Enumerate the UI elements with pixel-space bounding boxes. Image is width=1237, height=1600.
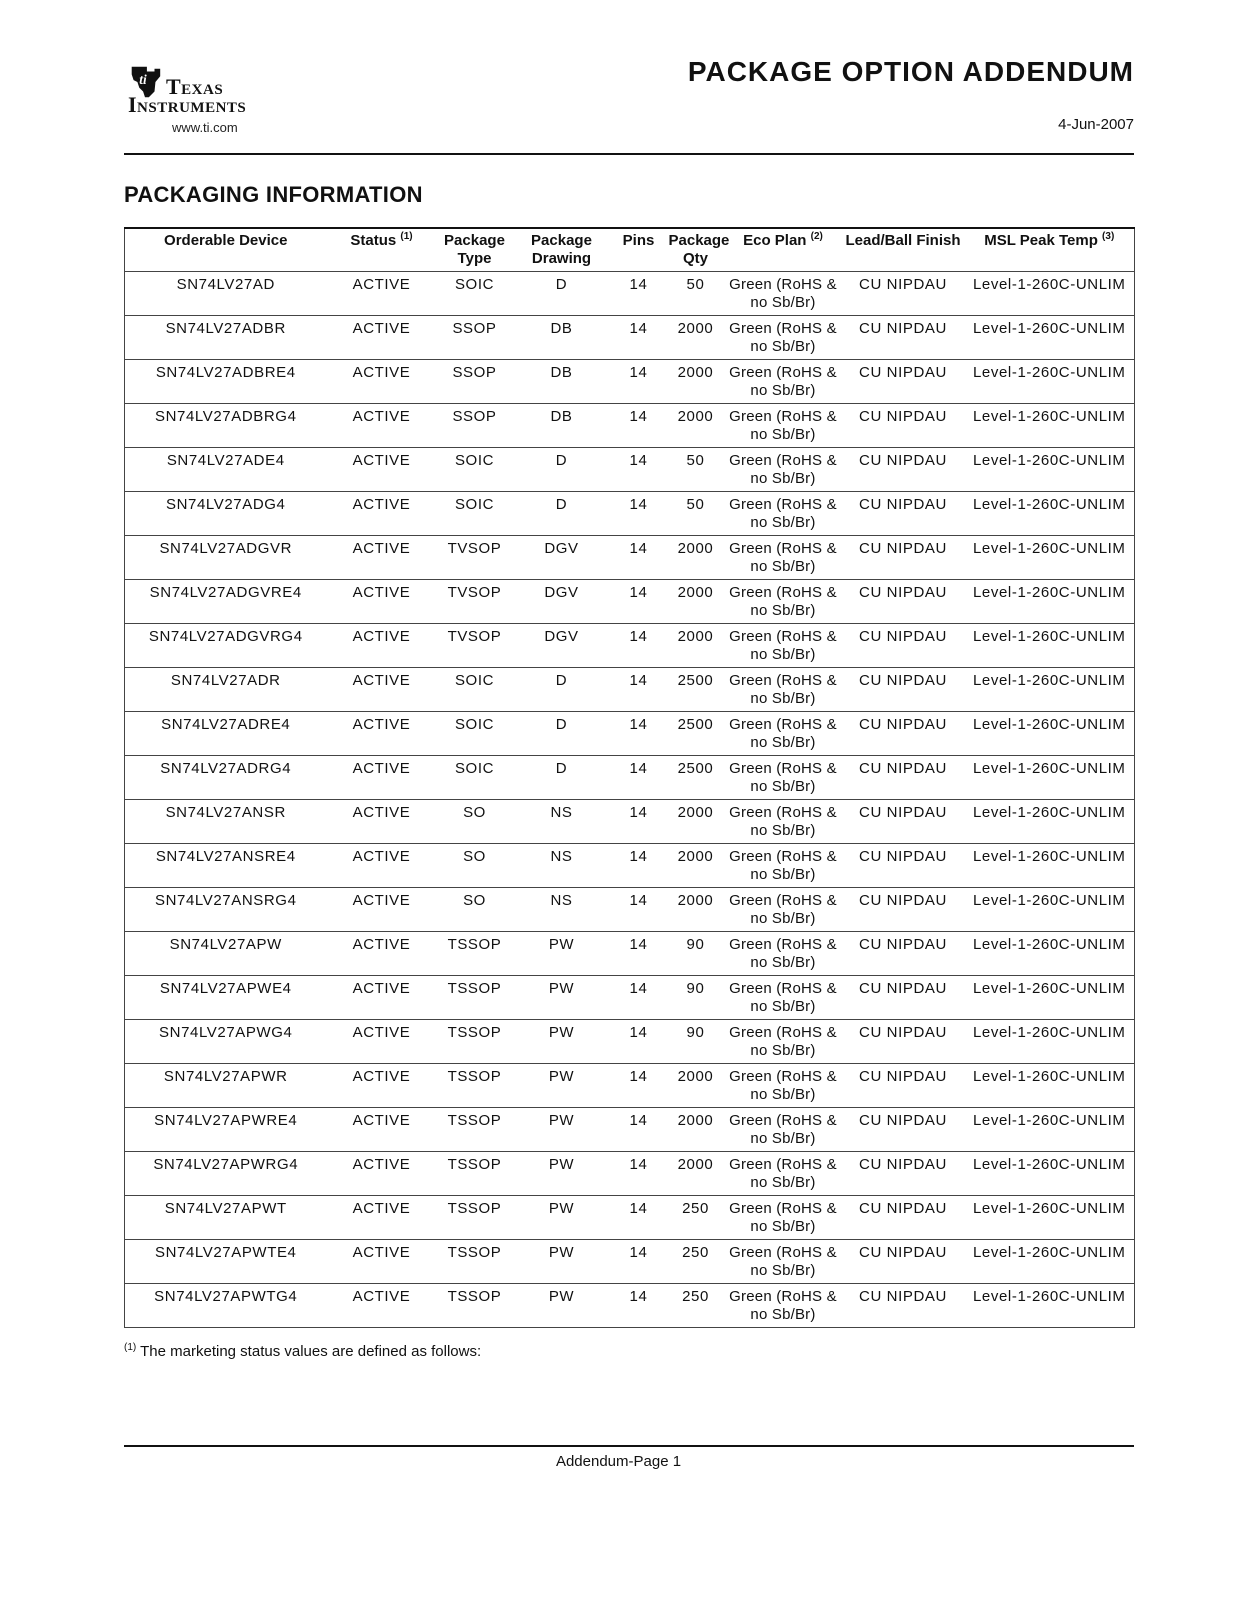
cell-package-type: TSSOP [437,1064,513,1108]
cell-orderable-device: SN74LV27APWRG4 [125,1152,327,1196]
cell-status: ACTIVE [327,316,437,360]
cell-pins: 14 [611,844,667,888]
cell-orderable-device: SN74LV27ADGVRE4 [125,580,327,624]
cell-pins: 14 [611,272,667,316]
cell-pins: 14 [611,492,667,536]
cell-lead-ball-finish: CU NIPDAU [842,360,965,404]
cell-msl-peak-temp: Level-1-260C-UNLIM [965,404,1135,448]
cell-pins: 14 [611,932,667,976]
cell-package-qty: 50 [667,448,725,492]
cell-package-drawing: D [513,448,611,492]
cell-lead-ball-finish: CU NIPDAU [842,1020,965,1064]
cell-msl-peak-temp: Level-1-260C-UNLIM [965,756,1135,800]
cell-pins: 14 [611,1152,667,1196]
section-title: PACKAGING INFORMATION [124,182,423,207]
cell-package-type: SO [437,844,513,888]
cell-orderable-device: SN74LV27ADE4 [125,448,327,492]
column-header-label: Lead/Ball Finish [845,232,961,249]
cell-status: ACTIVE [327,1108,437,1152]
table-row [125,1064,1135,1108]
cell-pins: 14 [611,624,667,668]
cell-package-type: SOIC [437,756,513,800]
column-header-label: Status [350,232,397,249]
cell-msl-peak-temp: Level-1-260C-UNLIM [965,1108,1135,1152]
cell-lead-ball-finish: CU NIPDAU [842,1196,965,1240]
cell-status: ACTIVE [327,272,437,316]
column-header-label: Pins [622,232,655,249]
cell-orderable-device: SN74LV27AD [125,272,327,316]
cell-eco-plan: Green (RoHS & no Sb/Br) [725,272,842,316]
cell-package-drawing: PW [513,932,611,976]
ti-logo [126,62,296,137]
cell-status: ACTIVE [327,404,437,448]
document-title: PACKAGE OPTION ADDENDUM [687,56,1134,87]
cell-pins: 14 [611,580,667,624]
column-header-label: Package Qty [668,232,730,267]
packaging-table [124,227,1135,1328]
footnote-ref: (3) [1102,231,1115,242]
table-row [125,756,1135,800]
cell-package-qty: 2500 [667,668,725,712]
cell-orderable-device: SN74LV27APWG4 [125,1020,327,1064]
cell-eco-plan: Green (RoHS & no Sb/Br) [725,316,842,360]
cell-orderable-device: SN74LV27APWR [125,1064,327,1108]
cell-orderable-device: SN74LV27ADBR [125,316,327,360]
cell-eco-plan: Green (RoHS & no Sb/Br) [725,360,842,404]
table-header-row [125,228,1135,272]
cell-msl-peak-temp: Level-1-260C-UNLIM [965,536,1135,580]
cell-package-drawing: PW [513,1152,611,1196]
cell-lead-ball-finish: CU NIPDAU [842,1064,965,1108]
table-row [125,492,1135,536]
cell-package-qty: 2000 [667,888,725,932]
cell-status: ACTIVE [327,1152,437,1196]
cell-package-qty: 2000 [667,536,725,580]
cell-package-qty: 2000 [667,1108,725,1152]
cell-pins: 14 [611,1108,667,1152]
cell-package-type: SSOP [437,316,513,360]
cell-status: ACTIVE [327,1064,437,1108]
document-date: 4-Jun-2007 [1058,116,1134,133]
cell-orderable-device: SN74LV27ADRG4 [125,756,327,800]
cell-pins: 14 [611,448,667,492]
cell-lead-ball-finish: CU NIPDAU [842,536,965,580]
cell-lead-ball-finish: CU NIPDAU [842,492,965,536]
cell-eco-plan: Green (RoHS & no Sb/Br) [725,492,842,536]
cell-msl-peak-temp: Level-1-260C-UNLIM [965,668,1135,712]
cell-package-drawing: DGV [513,536,611,580]
column-header-status [327,228,437,272]
cell-status: ACTIVE [327,668,437,712]
cell-package-drawing: DB [513,316,611,360]
cell-lead-ball-finish: CU NIPDAU [842,1152,965,1196]
logo-line-2: Instruments [128,92,247,117]
cell-lead-ball-finish: CU NIPDAU [842,624,965,668]
cell-pins: 14 [611,888,667,932]
cell-msl-peak-temp: Level-1-260C-UNLIM [965,1020,1135,1064]
cell-orderable-device: SN74LV27ADG4 [125,492,327,536]
cell-status: ACTIVE [327,1240,437,1284]
cell-package-type: TVSOP [437,536,513,580]
table-row [125,404,1135,448]
cell-package-drawing: NS [513,844,611,888]
cell-lead-ball-finish: CU NIPDAU [842,448,965,492]
table-row [125,668,1135,712]
cell-lead-ball-finish: CU NIPDAU [842,1240,965,1284]
cell-package-drawing: D [513,492,611,536]
table-row [125,800,1135,844]
cell-package-type: TVSOP [437,624,513,668]
column-header-label: Package Type [444,232,505,267]
cell-lead-ball-finish: CU NIPDAU [842,800,965,844]
cell-orderable-device: SN74LV27ANSRE4 [125,844,327,888]
cell-orderable-device: SN74LV27APWT [125,1196,327,1240]
cell-package-type: TSSOP [437,1240,513,1284]
cell-lead-ball-finish: CU NIPDAU [842,404,965,448]
page-header [124,56,1134,156]
cell-orderable-device: SN74LV27ADBRG4 [125,404,327,448]
footer-divider [124,1445,1134,1447]
cell-eco-plan: Green (RoHS & no Sb/Br) [725,712,842,756]
table-row [125,1284,1135,1328]
cell-msl-peak-temp: Level-1-260C-UNLIM [965,360,1135,404]
cell-msl-peak-temp: Level-1-260C-UNLIM [965,844,1135,888]
cell-package-qty: 2000 [667,316,725,360]
cell-package-qty: 250 [667,1284,725,1328]
cell-pins: 14 [611,316,667,360]
cell-status: ACTIVE [327,712,437,756]
cell-package-type: TSSOP [437,1020,513,1064]
column-header-label: Orderable Device [164,232,288,249]
cell-eco-plan: Green (RoHS & no Sb/Br) [725,976,842,1020]
footnote [124,1343,481,1360]
column-header-package-drawing [513,228,611,272]
cell-msl-peak-temp: Level-1-260C-UNLIM [965,580,1135,624]
cell-lead-ball-finish: CU NIPDAU [842,272,965,316]
cell-package-qty: 250 [667,1240,725,1284]
cell-status: ACTIVE [327,624,437,668]
cell-package-type: SOIC [437,712,513,756]
cell-orderable-device: SN74LV27APWE4 [125,976,327,1020]
cell-pins: 14 [611,756,667,800]
cell-pins: 14 [611,800,667,844]
cell-package-drawing: DGV [513,580,611,624]
table-row [125,1196,1135,1240]
footnote-text: The marketing status values are defined as follows: [140,1343,482,1360]
svg-text:ti: ti [139,71,147,87]
cell-status: ACTIVE [327,800,437,844]
cell-package-qty: 2500 [667,756,725,800]
cell-pins: 14 [611,1064,667,1108]
cell-package-type: SSOP [437,404,513,448]
cell-status: ACTIVE [327,448,437,492]
cell-status: ACTIVE [327,888,437,932]
cell-msl-peak-temp: Level-1-260C-UNLIM [965,1064,1135,1108]
cell-pins: 14 [611,404,667,448]
table-row [125,888,1135,932]
cell-orderable-device: SN74LV27APWRE4 [125,1108,327,1152]
cell-status: ACTIVE [327,756,437,800]
cell-msl-peak-temp: Level-1-260C-UNLIM [965,888,1135,932]
cell-package-drawing: DB [513,404,611,448]
cell-eco-plan: Green (RoHS & no Sb/Br) [725,1108,842,1152]
cell-orderable-device: SN74LV27APWTE4 [125,1240,327,1284]
cell-pins: 14 [611,712,667,756]
table-row [125,360,1135,404]
cell-package-type: SO [437,800,513,844]
column-header-package-type [437,228,513,272]
cell-lead-ball-finish: CU NIPDAU [842,316,965,360]
cell-lead-ball-finish: CU NIPDAU [842,712,965,756]
cell-msl-peak-temp: Level-1-260C-UNLIM [965,1152,1135,1196]
cell-msl-peak-temp: Level-1-260C-UNLIM [965,316,1135,360]
cell-msl-peak-temp: Level-1-260C-UNLIM [965,932,1135,976]
cell-package-qty: 2000 [667,800,725,844]
cell-msl-peak-temp: Level-1-260C-UNLIM [965,1240,1135,1284]
cell-orderable-device: SN74LV27ANSR [125,800,327,844]
cell-package-drawing: DGV [513,624,611,668]
cell-package-type: SO [437,888,513,932]
cell-status: ACTIVE [327,1284,437,1328]
cell-package-drawing: D [513,712,611,756]
cell-pins: 14 [611,668,667,712]
cell-status: ACTIVE [327,976,437,1020]
cell-package-drawing: PW [513,1020,611,1064]
cell-status: ACTIVE [327,844,437,888]
column-header-lead-ball-finish [842,228,965,272]
header-divider [124,153,1134,155]
table-body [125,272,1135,1328]
cell-package-drawing: D [513,272,611,316]
column-header-pins [611,228,667,272]
table-row [125,448,1135,492]
cell-msl-peak-temp: Level-1-260C-UNLIM [965,800,1135,844]
cell-package-drawing: PW [513,976,611,1020]
cell-package-qty: 90 [667,932,725,976]
cell-eco-plan: Green (RoHS & no Sb/Br) [725,1240,842,1284]
cell-status: ACTIVE [327,360,437,404]
cell-lead-ball-finish: CU NIPDAU [842,1108,965,1152]
cell-orderable-device: SN74LV27ADR [125,668,327,712]
cell-eco-plan: Green (RoHS & no Sb/Br) [725,844,842,888]
cell-msl-peak-temp: Level-1-260C-UNLIM [965,712,1135,756]
cell-package-qty: 50 [667,272,725,316]
cell-msl-peak-temp: Level-1-260C-UNLIM [965,624,1135,668]
table-row [125,932,1135,976]
cell-package-type: TSSOP [437,932,513,976]
cell-eco-plan: Green (RoHS & no Sb/Br) [725,668,842,712]
footnote-ref: (2) [810,231,823,242]
table-row [125,1108,1135,1152]
table-row [125,1152,1135,1196]
cell-orderable-device: SN74LV27ANSRG4 [125,888,327,932]
cell-lead-ball-finish: CU NIPDAU [842,844,965,888]
table-row [125,624,1135,668]
cell-package-drawing: PW [513,1284,611,1328]
cell-eco-plan: Green (RoHS & no Sb/Br) [725,800,842,844]
cell-package-type: SOIC [437,448,513,492]
table-row [125,844,1135,888]
logo-line-1: Texas [166,74,224,99]
cell-eco-plan: Green (RoHS & no Sb/Br) [725,624,842,668]
cell-package-type: TSSOP [437,1284,513,1328]
cell-msl-peak-temp: Level-1-260C-UNLIM [965,448,1135,492]
cell-orderable-device: SN74LV27APWTG4 [125,1284,327,1328]
cell-eco-plan: Green (RoHS & no Sb/Br) [725,932,842,976]
cell-pins: 14 [611,536,667,580]
cell-lead-ball-finish: CU NIPDAU [842,668,965,712]
cell-package-qty: 2000 [667,1152,725,1196]
cell-package-qty: 90 [667,976,725,1020]
cell-eco-plan: Green (RoHS & no Sb/Br) [725,580,842,624]
cell-orderable-device: SN74LV27ADGVRG4 [125,624,327,668]
cell-package-drawing: PW [513,1196,611,1240]
cell-package-qty: 2000 [667,844,725,888]
footnote-ref: (1) [400,231,413,242]
cell-package-qty: 2000 [667,360,725,404]
table-row [125,536,1135,580]
table-row [125,580,1135,624]
cell-package-drawing: DB [513,360,611,404]
cell-package-type: TSSOP [437,1152,513,1196]
cell-package-qty: 2000 [667,404,725,448]
website-url: www.ti.com [172,120,238,135]
cell-status: ACTIVE [327,536,437,580]
cell-lead-ball-finish: CU NIPDAU [842,888,965,932]
cell-eco-plan: Green (RoHS & no Sb/Br) [725,1064,842,1108]
cell-orderable-device: SN74LV27ADGVR [125,536,327,580]
cell-status: ACTIVE [327,580,437,624]
cell-status: ACTIVE [327,1020,437,1064]
table-row [125,272,1135,316]
cell-eco-plan: Green (RoHS & no Sb/Br) [725,448,842,492]
cell-eco-plan: Green (RoHS & no Sb/Br) [725,536,842,580]
footnote-marker: (1) [124,1342,137,1353]
cell-msl-peak-temp: Level-1-260C-UNLIM [965,1196,1135,1240]
cell-package-qty: 250 [667,1196,725,1240]
cell-package-qty: 90 [667,1020,725,1064]
cell-lead-ball-finish: CU NIPDAU [842,756,965,800]
cell-lead-ball-finish: CU NIPDAU [842,976,965,1020]
cell-eco-plan: Green (RoHS & no Sb/Br) [725,404,842,448]
page-number: Addendum-Page 1 [555,1453,682,1470]
cell-package-drawing: D [513,668,611,712]
cell-pins: 14 [611,1284,667,1328]
cell-orderable-device: SN74LV27ADRE4 [125,712,327,756]
cell-eco-plan: Green (RoHS & no Sb/Br) [725,756,842,800]
column-header-label: Eco Plan [743,232,807,249]
cell-package-type: SSOP [437,360,513,404]
cell-pins: 14 [611,976,667,1020]
cell-package-drawing: NS [513,888,611,932]
cell-status: ACTIVE [327,492,437,536]
table-row [125,316,1135,360]
cell-package-qty: 2000 [667,580,725,624]
cell-package-drawing: PW [513,1240,611,1284]
cell-lead-ball-finish: CU NIPDAU [842,580,965,624]
cell-orderable-device: SN74LV27ADBRE4 [125,360,327,404]
cell-msl-peak-temp: Level-1-260C-UNLIM [965,1284,1135,1328]
column-header-label: Package Drawing [531,232,592,267]
table-row [125,976,1135,1020]
cell-package-type: SOIC [437,668,513,712]
cell-package-qty: 2000 [667,1064,725,1108]
cell-eco-plan: Green (RoHS & no Sb/Br) [725,1020,842,1064]
cell-package-drawing: D [513,756,611,800]
table-row [125,712,1135,756]
cell-eco-plan: Green (RoHS & no Sb/Br) [725,1284,842,1328]
cell-pins: 14 [611,1196,667,1240]
cell-package-qty: 2000 [667,624,725,668]
cell-eco-plan: Green (RoHS & no Sb/Br) [725,888,842,932]
cell-package-qty: 2500 [667,712,725,756]
cell-package-drawing: PW [513,1064,611,1108]
column-header-label: MSL Peak Temp [984,232,1098,249]
column-header-package-qty [667,228,730,272]
cell-orderable-device: SN74LV27APW [125,932,327,976]
cell-package-drawing: PW [513,1108,611,1152]
cell-status: ACTIVE [327,1196,437,1240]
cell-pins: 14 [611,1240,667,1284]
cell-pins: 14 [611,360,667,404]
table-row [125,1240,1135,1284]
cell-package-drawing: NS [513,800,611,844]
column-header-eco-plan [725,228,842,272]
cell-msl-peak-temp: Level-1-260C-UNLIM [965,976,1135,1020]
cell-lead-ball-finish: CU NIPDAU [842,1284,965,1328]
cell-package-type: TSSOP [437,1196,513,1240]
cell-pins: 14 [611,1020,667,1064]
cell-package-type: SOIC [437,492,513,536]
table-row [125,1020,1135,1064]
cell-msl-peak-temp: Level-1-260C-UNLIM [965,272,1135,316]
cell-lead-ball-finish: CU NIPDAU [842,932,965,976]
cell-package-type: TSSOP [437,976,513,1020]
cell-package-type: TVSOP [437,580,513,624]
column-header-msl-peak-temp [965,228,1135,272]
column-header-orderable-device [125,228,327,272]
cell-eco-plan: Green (RoHS & no Sb/Br) [725,1152,842,1196]
cell-eco-plan: Green (RoHS & no Sb/Br) [725,1196,842,1240]
cell-package-type: TSSOP [437,1108,513,1152]
cell-package-qty: 50 [667,492,725,536]
cell-msl-peak-temp: Level-1-260C-UNLIM [965,492,1135,536]
cell-package-type: SOIC [437,272,513,316]
cell-status: ACTIVE [327,932,437,976]
